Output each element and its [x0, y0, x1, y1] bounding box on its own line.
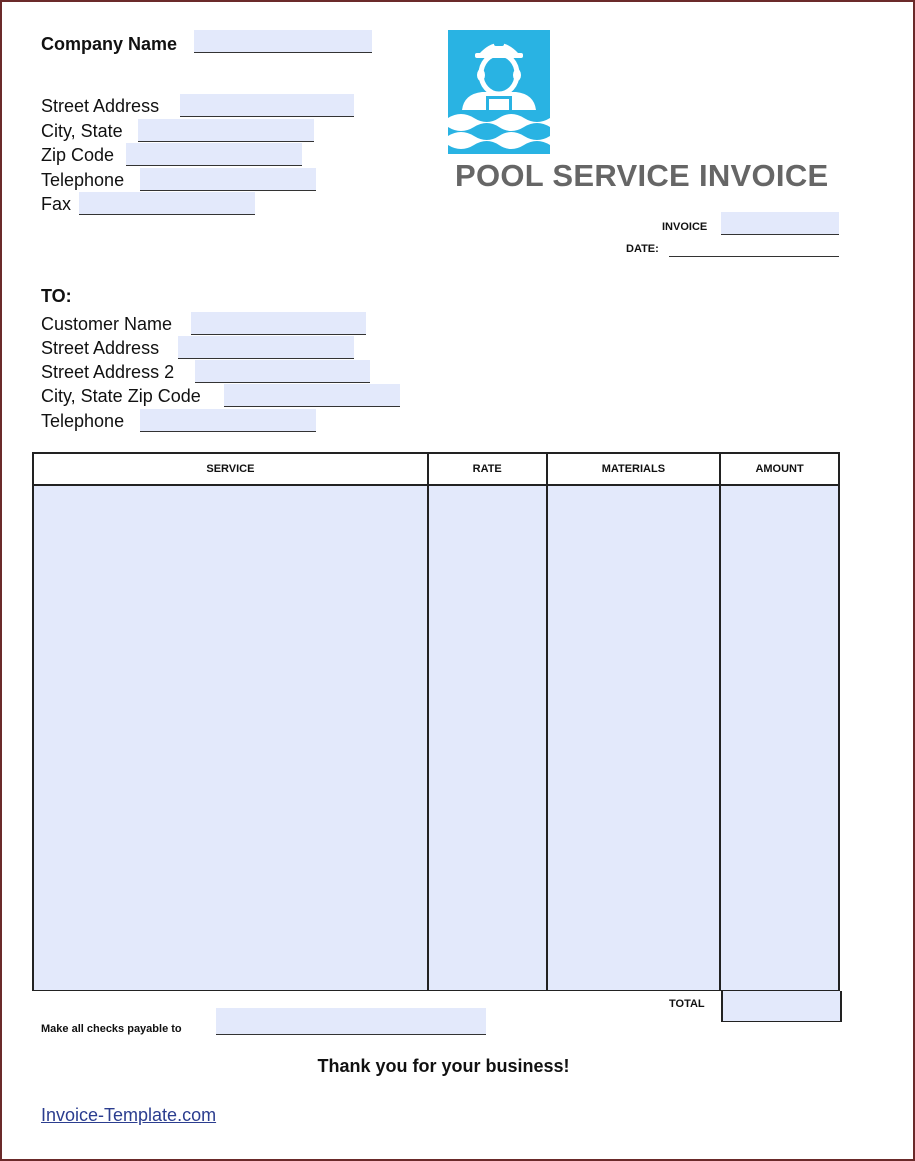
company-name-label: Company Name — [41, 34, 178, 54]
rate-cell[interactable] — [428, 485, 547, 991]
column-header-service: SERVICE — [33, 453, 428, 485]
fax-field[interactable] — [79, 192, 255, 215]
invoice-template-link[interactable]: Invoice-Template.com — [41, 1105, 217, 1125]
date-field[interactable] — [669, 256, 839, 257]
service-items-table — [32, 452, 840, 991]
to-label: TO: — [41, 286, 72, 306]
column-header-amount: AMOUNT — [720, 453, 839, 485]
city-state-label: City, State — [41, 121, 123, 141]
column-header-materials: MATERIALS — [547, 453, 721, 485]
company-name-field[interactable] — [194, 30, 372, 53]
telephone-label: Telephone — [41, 170, 125, 190]
invoice-title: POOL SERVICE INVOICE — [455, 158, 829, 193]
checks-payable-field[interactable] — [216, 1008, 486, 1035]
street-address-label: Street Address — [41, 96, 160, 116]
zip-code-field[interactable] — [126, 143, 302, 166]
date-label: DATE: — [626, 243, 659, 255]
customer-street2-field[interactable] — [195, 360, 370, 383]
zip-code-label: Zip Code — [41, 145, 115, 165]
customer-telephone-label: Telephone — [41, 411, 125, 431]
amount-cell[interactable] — [720, 485, 839, 991]
thank-you-message: Thank you for your business! — [317, 1056, 570, 1076]
total-amount-field[interactable] — [721, 991, 842, 1022]
pool-worker-icon — [448, 30, 550, 154]
street-address-field[interactable] — [180, 94, 354, 117]
table-row — [33, 485, 839, 991]
column-header-rate: RATE — [428, 453, 547, 485]
city-state-field[interactable] — [138, 119, 314, 142]
total-label: TOTAL — [669, 998, 705, 1010]
table-header-row — [33, 453, 839, 485]
fax-label: Fax — [41, 194, 72, 214]
customer-city-state-zip-field[interactable] — [224, 384, 400, 407]
customer-telephone-field[interactable] — [140, 409, 316, 432]
telephone-field[interactable] — [140, 168, 316, 191]
customer-street-field[interactable] — [178, 336, 354, 359]
customer-street2-label: Street Address 2 — [41, 362, 175, 382]
pool-service-logo — [448, 30, 550, 154]
checks-payable-label: Make all checks payable to — [41, 1023, 182, 1035]
customer-street-label: Street Address — [41, 338, 160, 358]
materials-cell[interactable] — [547, 485, 721, 991]
service-cell[interactable] — [33, 485, 428, 991]
invoice-number-label: INVOICE — [662, 221, 708, 233]
customer-city-state-zip-label: City, State Zip Code — [41, 386, 201, 406]
customer-name-label: Customer Name — [41, 314, 173, 334]
invoice-number-field[interactable] — [721, 212, 839, 235]
customer-name-field[interactable] — [191, 312, 366, 335]
